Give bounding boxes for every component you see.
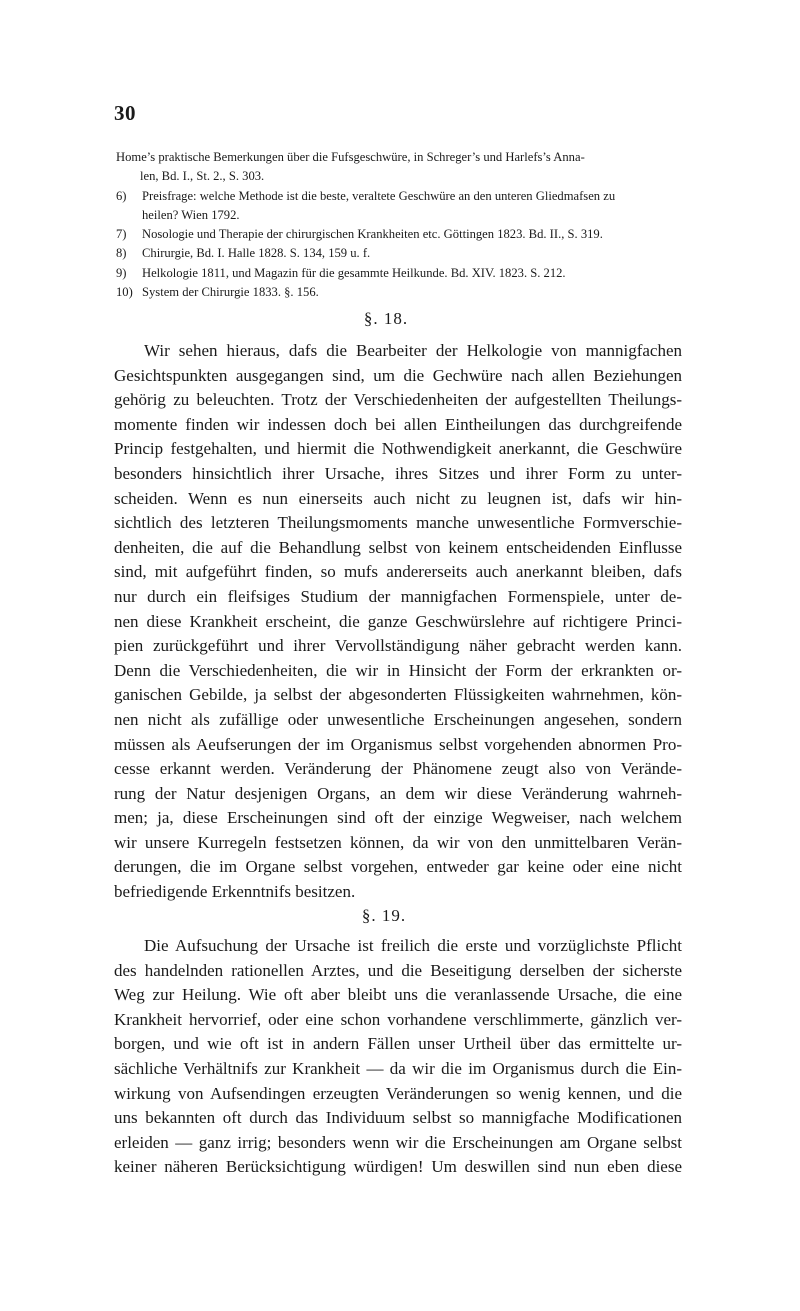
footnote-continuation-line-1: Home’s praktische Bemerkungen über die Fufsgeschwüre, in Schreger’s und Harlefs’s Anna- bbox=[116, 150, 585, 164]
footnote-text: Preisfrage: welche Methode ist die beste, veraltete Geschwüre an den unteren Gliedmafsen zu bbox=[142, 188, 616, 203]
body-line: wirkung von Aufsendingen erzeugten Veränderungen so wenig kennen, und die bbox=[114, 1083, 682, 1103]
body-line: gehörig zu beleuchten. Trotz der Verschiedenheiten der aufgestellten Theilungs- bbox=[114, 390, 682, 410]
footnote-6 bbox=[116, 187, 678, 226]
body-line: Die Aufsuchung der Ursache ist freilich die erste und vorzüglichste Pflicht bbox=[144, 936, 682, 955]
body-line: uns bekannten oft durch das Individuum selbst so mannigfache Modificationen bbox=[114, 1108, 682, 1128]
body-line: scheiden. Wenn es nun einerseits auch nicht zu leugnen ist, dafs wir hin- bbox=[114, 488, 682, 508]
body-line: Weg zur Heilung. Wie oft aber bleibt uns die veranlassende Ursache, die eine bbox=[114, 985, 682, 1005]
body-line: derungen, die im Organe selbst vorgehen, entweder gar keine oder eine nicht bbox=[114, 857, 682, 877]
footnote-continuation-line-2: len, Bd. I., St. 2., S. 303. bbox=[140, 169, 265, 184]
body-line: Princip festgehalten, und hiermit die Nothwendigkeit anerkannt, die Geschwüre bbox=[114, 439, 682, 459]
footnote-10 bbox=[116, 283, 678, 302]
footnote-text: heilen? Wien 1792. bbox=[142, 207, 240, 222]
body-line: Denn die Verschiedenheiten, die wir in Hinsicht der Form der erkrankten or- bbox=[114, 660, 682, 680]
body-line: sächliche Verhältnifs zur Krankheit — da wir die im Organismus durch die Ein- bbox=[114, 1058, 682, 1078]
footnote-number: 6) bbox=[116, 188, 127, 203]
footnote-number: 10) bbox=[116, 285, 133, 300]
body-line: borgen, und wie oft ist in andern Fällen unser Urtheil über das ermittelte ur- bbox=[114, 1034, 682, 1054]
footnote-7 bbox=[116, 225, 678, 244]
footnote-continuation bbox=[116, 148, 678, 187]
section-19-body bbox=[114, 934, 682, 1180]
footnote-text: System der Chirurgie 1833. §. 156. bbox=[142, 285, 319, 300]
body-line: momente finden wir indessen doch bei allen Eintheilungen das durchgreifende bbox=[114, 414, 682, 434]
body-line: pien zurückgeführt und ihrer Vervollständigung näher gebracht werden kann. bbox=[114, 636, 682, 656]
body-line: nen diese Krankheit erscheint, die ganze Geschwürslehre auf richtigere Princi- bbox=[114, 611, 682, 631]
body-line: Krankheit hervorrief, oder eine schon vorhandene verschlimmerte, gänzlich ver- bbox=[114, 1009, 682, 1029]
body-line: denheiten, die auf die Behandlung selbst von keinem entscheidenden Einflusse bbox=[114, 537, 682, 557]
footnote-number: 7) bbox=[116, 227, 127, 242]
body-line: Gesichtspunkten ausgegangen sind, um die Gechwüre nach allen Beziehungen bbox=[114, 365, 682, 385]
footnote-9 bbox=[116, 264, 678, 283]
footnote-number: 8) bbox=[116, 246, 127, 261]
section-18-heading: §. 18. bbox=[363, 309, 409, 328]
body-line: nen nicht als zufällige oder unwesentliche Erscheinungen angesehen, sondern bbox=[114, 709, 682, 729]
footnote-text: Chirurgie, Bd. I. Halle 1828. S. 134, 159 u. f. bbox=[142, 246, 371, 261]
body-line: Wir sehen hieraus, dafs die Bearbeiter der Helkologie von mannigfachen bbox=[144, 341, 682, 360]
body-line: men; ja, diese Erscheinungen sind oft der einzige Wegweiser, nach welchem bbox=[114, 808, 682, 828]
footnote-text: Nosologie und Therapie der chirurgischen Krankheiten etc. Göttingen 1823. Bd. II., S. 319. bbox=[142, 227, 603, 242]
body-line: keiner näheren Berücksichtigung würdigen! Um deswillen sind nun eben diese bbox=[114, 1157, 682, 1177]
body-line: müssen als Aeufserungen der im Organismus selbst vorgehenden abnormen Pro- bbox=[114, 734, 682, 754]
footnote-text: Helkologie 1811, und Magazin für die gesammte Heilkunde. Bd. XIV. 1823. S. 212. bbox=[142, 265, 566, 280]
body-line: cesse erkannt werden. Veränderung der Phänomene zeugt also von Verände- bbox=[114, 759, 682, 779]
body-line: wir unsere Kurregeln festsetzen können, da wir von den unmittelbaren Verän- bbox=[114, 832, 682, 852]
body-line: befriedigende Erkenntnifs besitzen. bbox=[114, 882, 356, 902]
body-line: rung der Natur desjenigen Organs, an dem wir diese Veränderung wahrneh- bbox=[114, 783, 682, 803]
footnote-number: 9) bbox=[116, 265, 127, 280]
body-line: besonders hinsichtlich ihrer Ursache, ihres Sitzes und ihrer Form zu unter- bbox=[114, 463, 682, 483]
body-line: ganischen Gebilde, ja selbst der abgesonderten Flüssigkeiten wahrnehmen, kön- bbox=[114, 685, 682, 705]
footnote-8 bbox=[116, 244, 678, 263]
footnotes bbox=[116, 148, 678, 302]
body-line: sichtlich des letzteren Theilungsmoments manche unwesentliche Formverschie- bbox=[114, 513, 682, 533]
body-line: erleiden — ganz irrig; besonders wenn wir die Erscheinungen am Organe selbst bbox=[114, 1132, 682, 1152]
page-number: 30 bbox=[114, 101, 136, 125]
body-line: des handelnden rationellen Arztes, und die Beseitigung derselben der sicherste bbox=[114, 960, 682, 980]
section-19-heading: §. 19. bbox=[361, 906, 407, 925]
body-line: sind, mit aufgeführt finden, so mufs andererseits auch anerkannt bleiben, dafs bbox=[114, 562, 682, 582]
section-18-body bbox=[114, 339, 682, 905]
body-line: nur durch ein fleifsiges Studium der mannigfachen Formenspiele, unter de- bbox=[114, 586, 682, 606]
